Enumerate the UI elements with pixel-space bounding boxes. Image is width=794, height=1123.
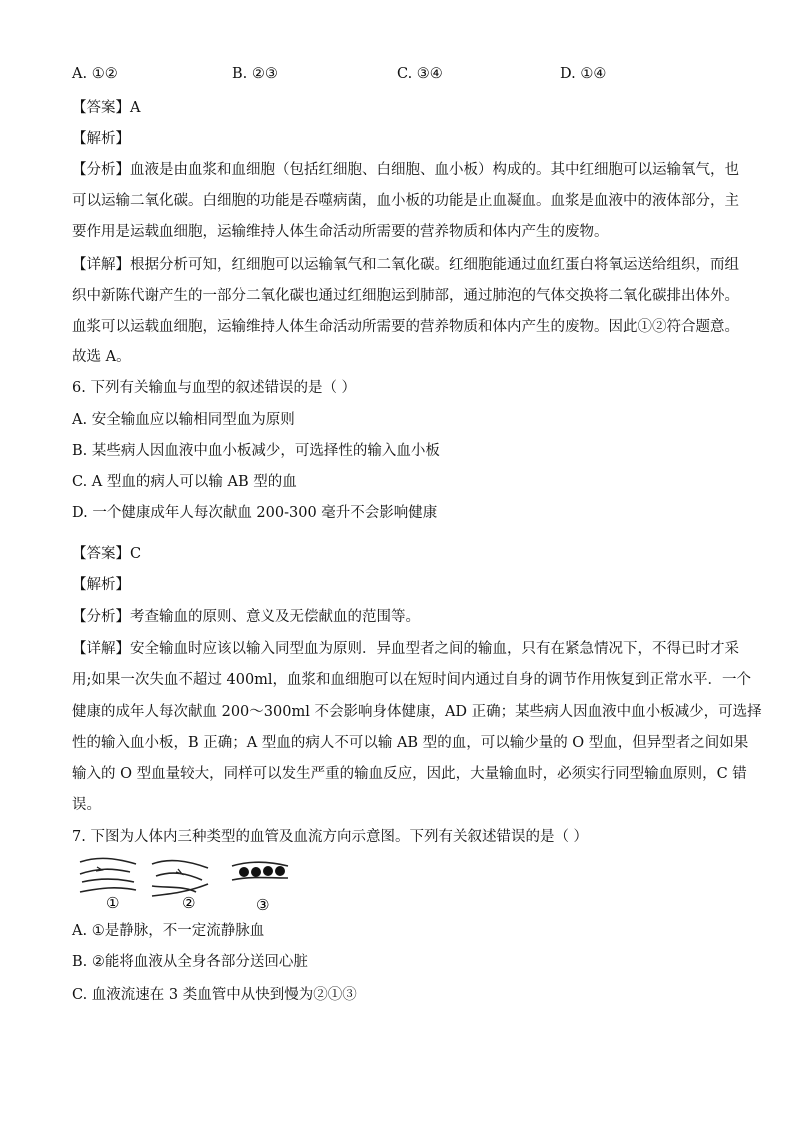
q5-option-d: D. ①④: [560, 66, 607, 82]
q6-answer: 【答案】C: [72, 546, 142, 562]
vessel-3-diagram: [232, 862, 288, 880]
q5-detail-line: 织中新陈代谢产生的一部分二氧化碳也通过红细胞运到肺部，通过肺泡的气体交换将二氧化碳排出体外。: [72, 288, 739, 304]
vessel-1-diagram: [80, 858, 136, 892]
q6-detail-line: 性的输入血小板，B 正确；A 型血的病人不可以输 AB 型的血，可以输少量的 O 型血，但异型者之间如果: [72, 735, 749, 751]
vessel-2-diagram: [152, 861, 208, 896]
q6-analysis-heading: 【解析】: [72, 577, 130, 593]
q5-detail-line: 血浆可以运载血细胞，运输维持人体生命活动所需要的营养物质和体内产生的废物。因此①②符合题意。: [72, 319, 739, 335]
vessel-1-label: ①: [106, 894, 120, 912]
q7-option-a: A. ①是静脉，不一定流静脉血: [72, 923, 265, 939]
q6-stem: 6. 下列有关输血与血型的叙述错误的是（ ）: [72, 380, 357, 396]
vessel-2-label: ②: [182, 894, 196, 912]
q5-answer: 【答案】A: [72, 100, 141, 116]
q6-detail-line: 【详解】安全输血时应该以输入同型血为原则．异血型者之间的输血，只有在紧急情况下，不得已时才采: [72, 641, 739, 657]
q6-analysis-line: 【分析】考查输血的原则、意义及无偿献血的范围等。: [72, 609, 420, 625]
q5-detail-line: 【详解】根据分析可知，红细胞可以运输氧气和二氧化碳。红细胞能通过血红蛋白将氧运送给组织，而组: [72, 257, 739, 273]
q5-option-c: C. ③④: [397, 66, 443, 82]
q6-detail-line: 用;如果一次失血不超过 400ml，血浆和血细胞可以在短时间内通过自身的调节作用恢复到正常水平．一个: [72, 672, 752, 688]
blood-vessel-figure: [76, 852, 296, 914]
q5-detail-line: 故选 A。: [72, 349, 131, 365]
q6-option-c: C. A 型血的病人可以输 AB 型的血: [72, 474, 297, 490]
q5-options: [72, 66, 732, 86]
q5-analysis-line: 可以运输二氧化碳。白细胞的功能是吞噬病菌，血小板的功能是止血凝血。血浆是血液中的液体部分，主: [72, 193, 739, 209]
q6-detail-line: 输入的 O 型血量较大，同样可以发生严重的输血反应，因此，大量输血时，必须实行同型输血原则，C 错: [72, 766, 747, 782]
q7-stem: 7. 下图为人体内三种类型的血管及血流方向示意图。下列有关叙述错误的是（ ）: [72, 829, 589, 845]
q5-option-a: A. ①②: [72, 66, 118, 82]
q6-detail-line: 健康的成年人每次献血 200～300ml 不会影响身体健康，AD 正确；某些病人因血液中血小板减少，可选择: [72, 704, 762, 720]
q6-detail-line: 误。: [72, 797, 101, 813]
q7-option-c: C. 血液流速在 3 类血管中从快到慢为②①③: [72, 987, 357, 1003]
q7-option-b: B. ②能将血液从全身各部分送回心脏: [72, 954, 308, 970]
q6-option-d: D. 一个健康成年人每次献血 200-300 毫升不会影响健康: [72, 505, 438, 521]
q6-option-a: A. 安全输血应以输相同型血为原则: [72, 412, 295, 428]
q5-option-b: B. ②③: [232, 66, 278, 82]
q5-analysis-line: 要作用是运载血细胞，运输维持人体生命活动所需要的营养物质和体内产生的废物。: [72, 224, 609, 240]
vessel-3-label: ③: [256, 896, 270, 914]
q6-option-b: B. 某些病人因血液中血小板减少，可选择性的输入血小板: [72, 443, 440, 459]
q5-analysis-heading: 【解析】: [72, 131, 130, 147]
q5-analysis-line: 【分析】血液是由血浆和血细胞（包括红细胞、白细胞、血小板）构成的。其中红细胞可以运输氧气，也: [72, 162, 739, 178]
